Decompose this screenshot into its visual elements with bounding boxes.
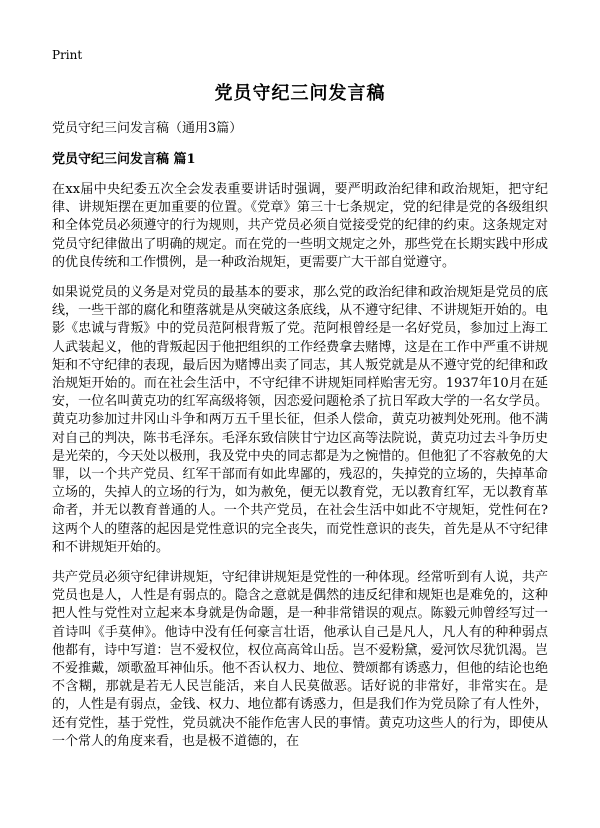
paragraph: 共产党员必须守纪律讲规矩，守纪律讲规矩是党性的一种体现。经常听到有人说，共产党员也是人，人性是有弱点的。隐含之意就是偶然的违反纪律和规矩也是难免的，这种把人性与党性对立起来本身就是伪命题，是一种非常错误的观点。陈毅元帅曾经写过一首诗叫《手莫伸》。他诗中没有任何豪言壮语，他承认自己是凡人，凡人有的种种弱点他都有，诗中写道：岂不爱权位，权位高高耸山岳。岂不爱粉黛，爱河饮尽犹饥渴。岂不爱推戴，颂歌盈耳神仙乐。他不否认权力、地位、赞颂都有诱惑力，但他的结论也绝不含糊，那就是若无人民岂能活，来自人民莫做恶。话好说的非常好，非常实在。是的，人性是有弱点，金钱、权力、地位都有诱惑力，但是我们作为党员除了有人性外，还有党性，基于党性，党员就决不能作危害人民的事情。黄克功这些人的行为，即使从一个常人的角度来看，也是极不道德的，在: [52, 570, 548, 749]
paragraph: 在xx届中央纪委五次全会发表重要讲话时强调，要严明政治纪律和政治规矩，把守纪律、讲规矩摆在更加重要的位置。《党章》第三十七条规定，党的纪律是党的各级组织和全体党员必须遵守的行为规则，共产党员必须自觉接受党的纪律的约束。这条规定对党员守纪律做出了明确的规定。而在党的一些明文规定之外，那些党在长期实践中形成的优良传统和工作惯例，是一种政治规矩，更需要广大干部自觉遵守。: [52, 182, 548, 270]
paragraph: 如果说党员的义务是对党员的最基本的要求，那么党的政治纪律和政治规矩是党员的底线，一些干部的腐化和堕落就是从突破这条底线，从不遵守纪律、不讲规矩开始的。电影《忠诚与背叛》中的党员范阿根背叛了党。范阿根曾经是一名好党员，参加过上海工人武装起义，他的背叛起因于他把组织的工作经费拿去赌博，这是在工作中严重不讲规矩和不守纪律的表现，最后因为赌博出卖了同志，其人叛党就是从不遵守党的纪律和政治规矩开始的。而在社会生活中，不守纪律不讲规矩同样贻害无穷。1937年10月在延安，一位名叫黄克功的红军高级将领，因恋爱问题枪杀了抗日军政大学的一名女学员。黄克功参加过井冈山斗争和两万五千里长征，但杀人偿命，黄克功被判处死刑。他不满对自己的判决，陈书毛泽东。毛泽东致信陕甘宁边区高等法院说，黄克功过去斗争历史是光荣的，今天处以极刑，我及党中央的同志都是为之惋惜的。但他犯了不容赦免的大罪，以一个共产党员、红军干部而有如此卑鄙的，残忍的，失掉党的立场的，失掉革命立场的，失掉人的立场的行为，如为赦免，便无以教育党，无以教育红军，无以教育革命者，并无以教育普通的人。一个共产党员，在社会生活中如此不守规矩，党性何在?这两个人的堕落的起因是党性意识的完全丧失，而党性意识的丧失，首先是从不守纪律和不讲规矩开始的。: [52, 285, 548, 555]
article-body: [52, 181, 548, 763]
document-subtitle: 党员守纪三问发言稿（通用3篇）: [52, 121, 243, 136]
print-link[interactable]: Print: [52, 48, 83, 62]
section-heading: 党员守纪三问发言稿 篇1: [52, 152, 196, 167]
document-title: 党员守纪三问发言稿: [214, 83, 386, 104]
